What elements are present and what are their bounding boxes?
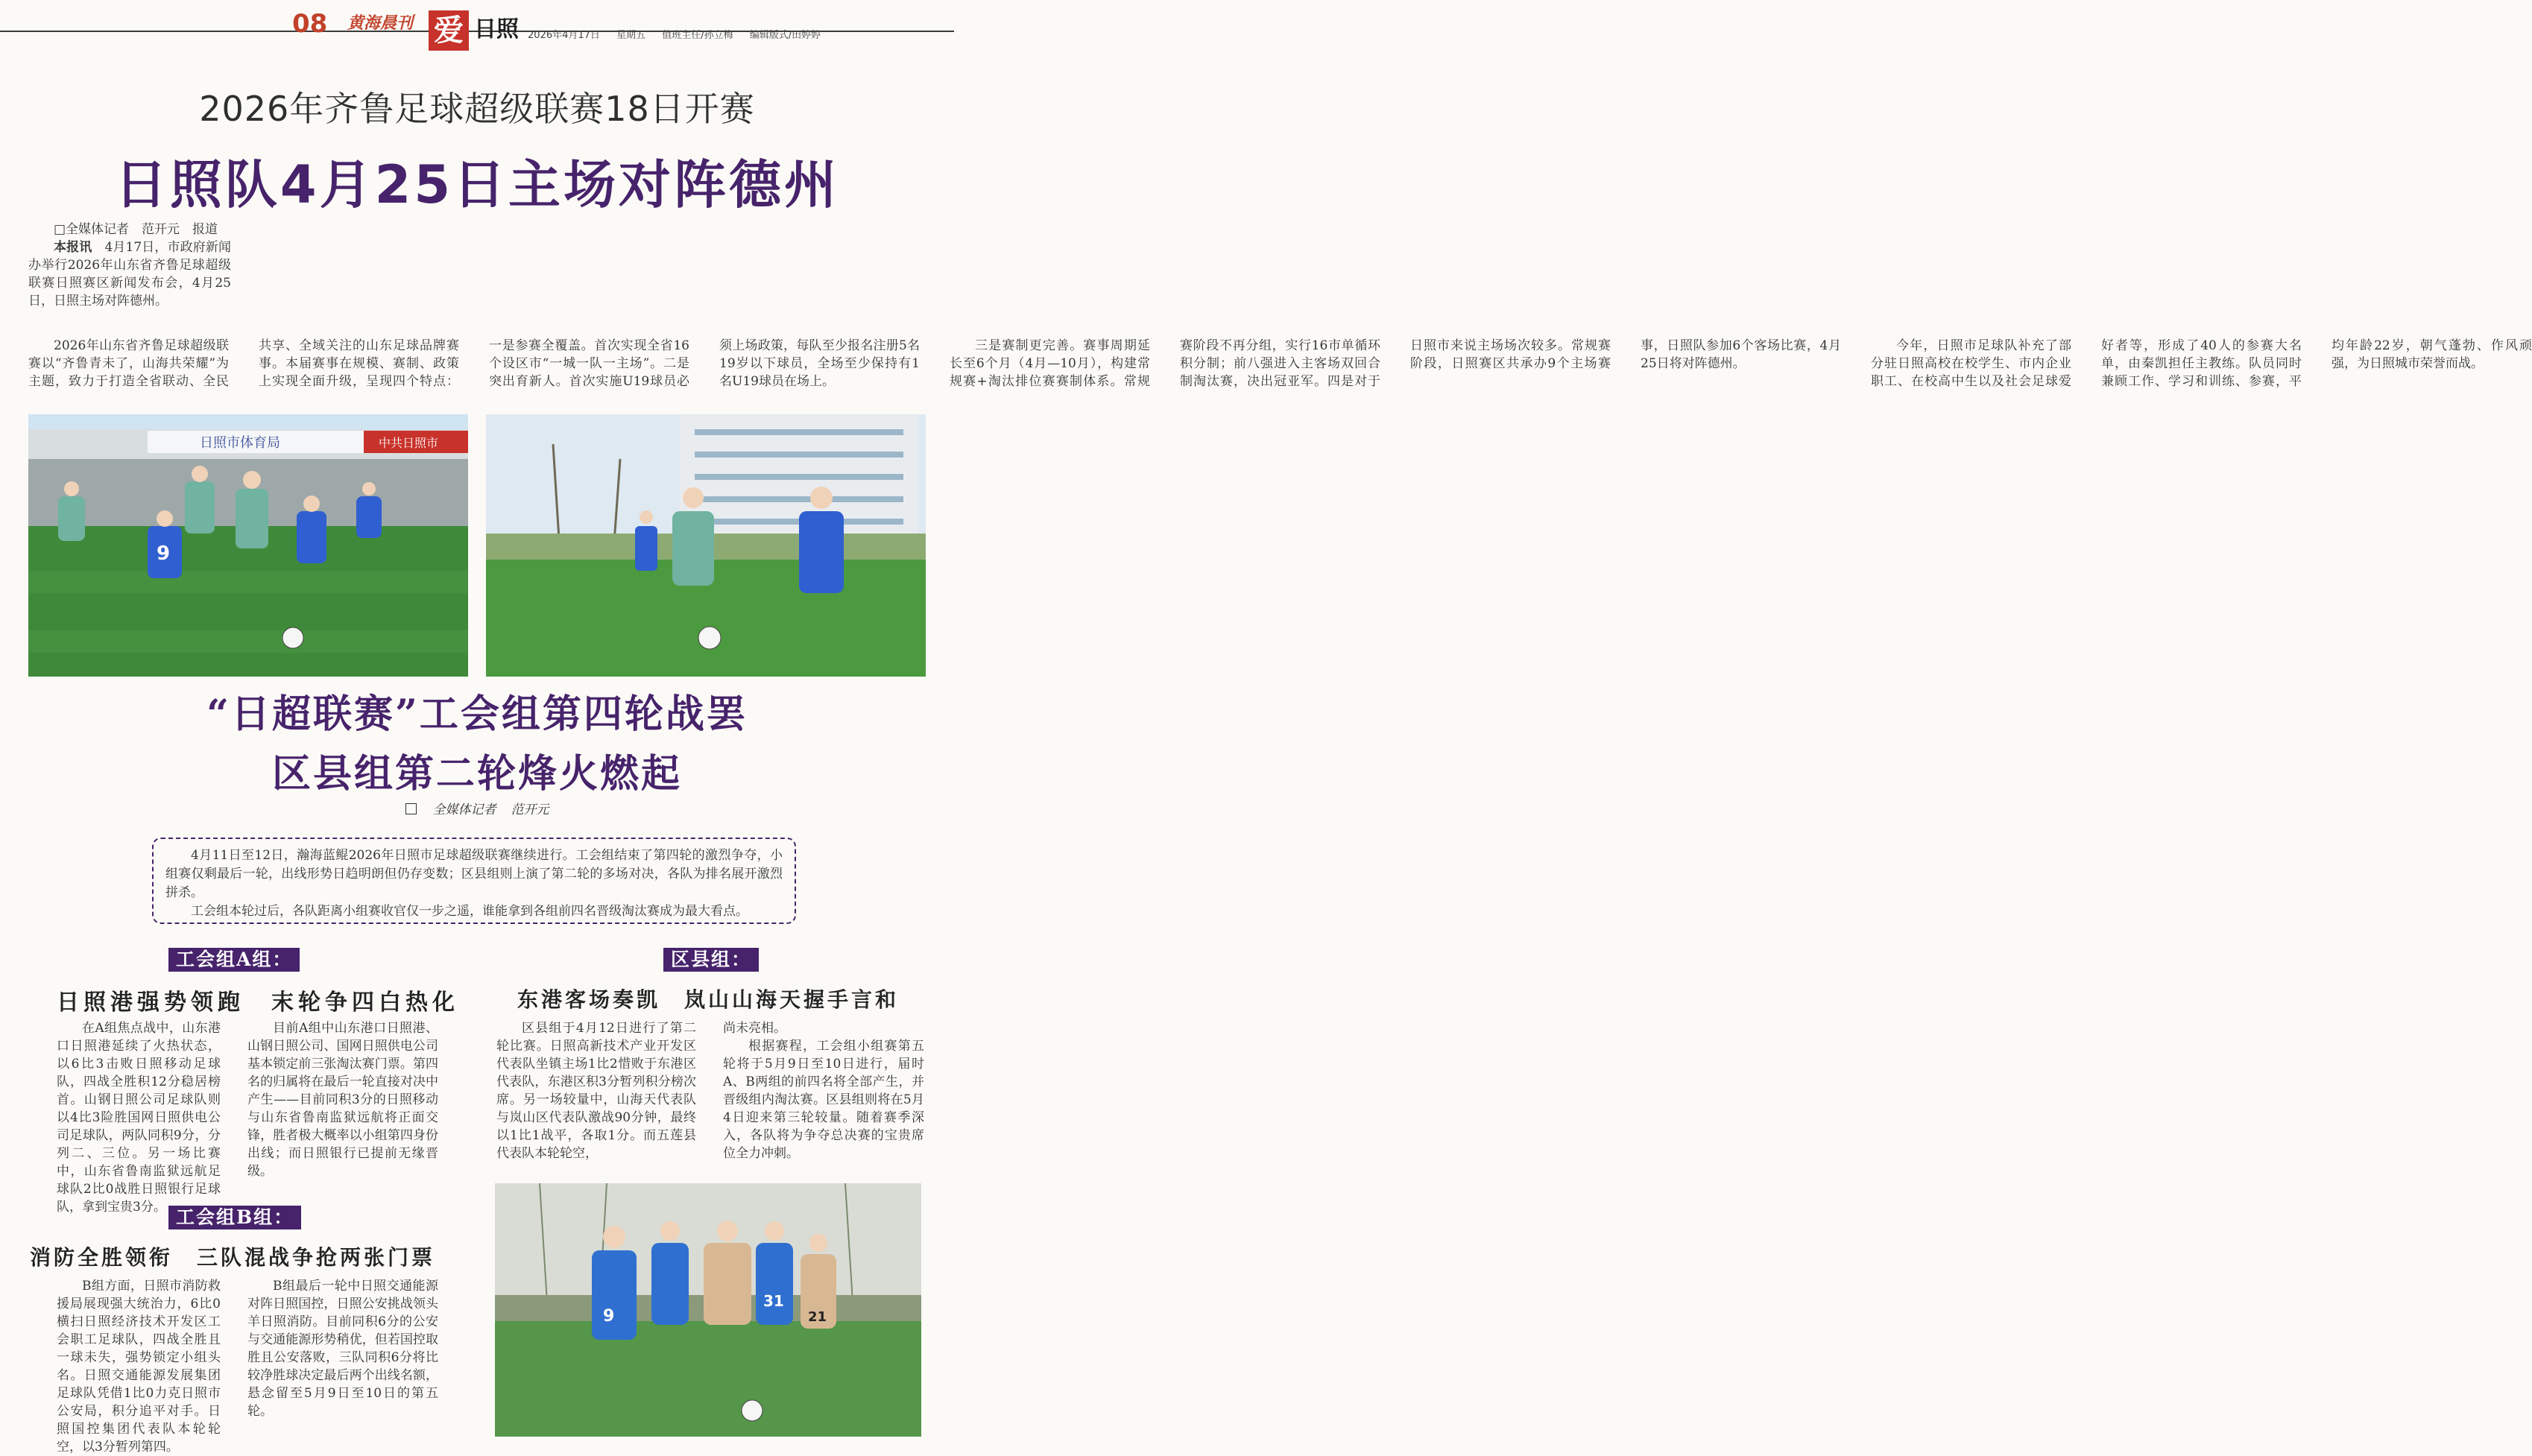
article1-paragraph-1: 4月17日，市政府新闻办举行2026年山东省齐鲁足球超级联赛日照赛区新闻发布会，4月25日，日照主场对阵德州。 <box>28 240 232 308</box>
groupA-text-1: 在A组焦点战中，山东港口日照港延续了火热状态，以6比3击败日照移动足球队，四战全胜积12分稳居榜首。山钢日照公司足球队则以4比3险胜国网日照供电公司足球队，两队同积9分，分列二、三位。另一场比赛中，山东省鲁南监狱远航足球队2比0战胜日照银行足球队，拿到宝贵3分。 <box>57 1021 221 1215</box>
county-title: 东港客场奏凯 岚山山海天握手言和 <box>517 987 900 1012</box>
article2-headline-line-1: “日超联赛”工会组第四轮战罢 <box>206 691 748 737</box>
county-text-2b: 根据赛程，工会组小组赛第五轮将于5月9日至10日进行，届时A、B两组的前四名将全部产生，并晋级组内淘汰赛。区县组则将在5月4日迎来第三轮较量。随着赛季深入，各队将为争夺总决赛的宝贵席位全力冲刺。 <box>723 1039 924 1161</box>
brand-name: 黄海晨刊 <box>347 13 414 33</box>
article1-paragraph-4: 今年，日照市足球队补充了部分驻日照高校在校学生、市内企业职工、在校高中生以及社会足球爱好者等，形成了40人的参赛大名单，由秦凯担任主教练。队员同时兼顾工作、学习和训练、参赛，平均年龄22岁，朝气蓬勃、作风顽强，为日照城市荣誉而战。 <box>1871 338 2532 389</box>
layout-editor: 编辑版式/田婷婷 <box>749 30 821 41</box>
article2-intro-paragraph-2: 工会组本轮过后，各队距离小组赛收官仅一步之遥，谁能拿到各组前四名晋级淘汰赛成为最大看点。 <box>191 904 748 919</box>
photo1-banner-2: 中共日照市 <box>379 436 439 450</box>
county-tag: 区县组： <box>663 948 759 972</box>
article1-headline: 2026年齐鲁足球超级联赛18日开赛 <box>199 89 755 129</box>
county-column-1 <box>496 1019 696 1162</box>
article1-lead-label: 本报讯 <box>54 240 92 255</box>
byline-square-icon <box>405 803 417 814</box>
groupA-text-2: 目前A组中山东港口日照港、山钢日照公司、国网日照供电公司基本锁定前三张淘汰赛门票。第四名的归属将在最后一轮直接对决中产生——目前同积3分的日照移动与山东省鲁南监狱远航将正面交锋，胜者极大概率以小组第四身份出线；而日照银行已提前无缘晋级。 <box>247 1021 438 1179</box>
section-city: 日照 <box>474 16 519 42</box>
photo1-banner: 日照市体育局 <box>200 435 280 451</box>
article2-byline <box>0 799 954 817</box>
groupA-tag: 工会组A组： <box>168 948 300 972</box>
county-text-2a: 尚未亮相。 <box>723 1021 786 1036</box>
article1-subheadline: 日照队4月25日主场对阵德州 <box>114 154 840 215</box>
groupB-column-2 <box>247 1277 438 1420</box>
county-text-1: 区县组于4月12日进行了第二轮比赛。日照高新技术产业开发区代表队坐镇主场1比2惜败于东港区代表队，东港区积3分暂列积分榜次席。另一场较量中，山海天代表队与岚山区代表队激战90分钟，最终以1比1战平，各取1分。而五莲县代表队本轮轮空， <box>496 1021 696 1161</box>
groupA-column-1 <box>57 1019 221 1216</box>
groupA-column-2 <box>247 1019 438 1180</box>
article1-paragraph-2: 2026年山东省齐鲁足球超级联赛以“齐鲁青未了，山海共荣耀”为主题，致力于打造全省联动、全民共享、全域关注的山东足球品牌赛事。本届赛事在规模、赛制、政策上实现全面升级，呈现四个特点：一是参赛全覆盖。首次实现全省16个设区市“一城一队一主场”。二是突出育新人。首次实施U19球员必须上场政策，每队至少报名注册5名19岁以下球员，全场至少保持有1名U19球员在场上。 <box>28 338 920 389</box>
groupB-column-1 <box>57 1277 221 1456</box>
photo-match-3 <box>495 1183 921 1437</box>
photo1-jersey-number: 9 <box>157 542 171 565</box>
issue-weekday: 星期五 <box>616 30 646 41</box>
photo-match-1 <box>28 414 468 677</box>
article1-column-1 <box>28 221 231 310</box>
article2-intro-paragraph-1: 4月11日至12日，瀚海蓝鲲2026年日照市足球超级联赛继续进行。工会组结束了第四轮的激烈争夺，小组赛仅剩最后一轮，出线形势日趋明朗但仍存变数；区县组则上演了第二轮的多场对决，各队为排名展开激烈拼杀。 <box>165 848 783 900</box>
groupA-title: 日照港强势领跑 末轮争四白热化 <box>57 990 459 1016</box>
article1-paragraph-3: 三是赛制更完善。赛事周期延长至6个月（4月—10月），构建常规赛+淘汰排位赛赛制体系。常规赛阶段不再分组，实行16市单循环积分制；前八强进入主客场双回合制淘汰赛，决出冠亚军。四是对于日照市来说主场场次较多。常规赛阶段，日照赛区共承办9个主场赛事，日照队参加6个客场比赛，4月25日将对阵德州。 <box>950 338 1841 389</box>
county-column-2 <box>723 1019 924 1162</box>
groupB-title: 消防全胜领衔 三队混战争抢两张门票 <box>30 1245 436 1270</box>
article1-byline: □全媒体记者 范开元 报道 <box>54 222 218 237</box>
groupB-text-1: B组方面，日照市消防救援局展现强大统治力，6比0横扫日照经济技术开发区工会职工足球队，四战全胜且一球未失，强势锁定小组头名。日照交通能源发展集团足球队凭借1比0力克日照市公安局，积分追平对手。日照国控集团代表队本轮轮空，以3分暂列第四。 <box>57 1279 221 1455</box>
groupB-tag: 工会组B组： <box>168 1206 301 1229</box>
duty-editor: 值班主任/孙立梅 <box>662 30 733 41</box>
byline-name: 范开元 <box>511 803 549 817</box>
photo-match-2 <box>486 414 926 677</box>
groupB-text-2: B组最后一轮中日照交通能源对阵日照国控，日照公安挑战领头羊日照消防。目前同积6分的公安与交通能源形势稍优，但若国控取胜且公安落败，三队同积6分将比较净胜球决定最后两个出线名额，悬念留至5月9日至10日的第五轮。 <box>247 1279 438 1419</box>
page-number: 08 <box>292 9 328 39</box>
article1-columns-body <box>28 337 2532 393</box>
byline-label: 全媒体记者 <box>432 803 496 817</box>
photo3-jersey-3: 21 <box>808 1309 827 1325</box>
masthead-meta <box>528 27 834 41</box>
article2-headline-line-2: 区县组第二轮烽火燃起 <box>271 751 682 797</box>
article2-intro-box <box>152 838 796 924</box>
photo3-jersey-1: 9 <box>603 1307 615 1326</box>
issue-date: 2026年4月17日 <box>528 30 600 41</box>
love-logo: 爱 <box>429 10 469 51</box>
photo3-jersey-2: 31 <box>763 1292 784 1310</box>
